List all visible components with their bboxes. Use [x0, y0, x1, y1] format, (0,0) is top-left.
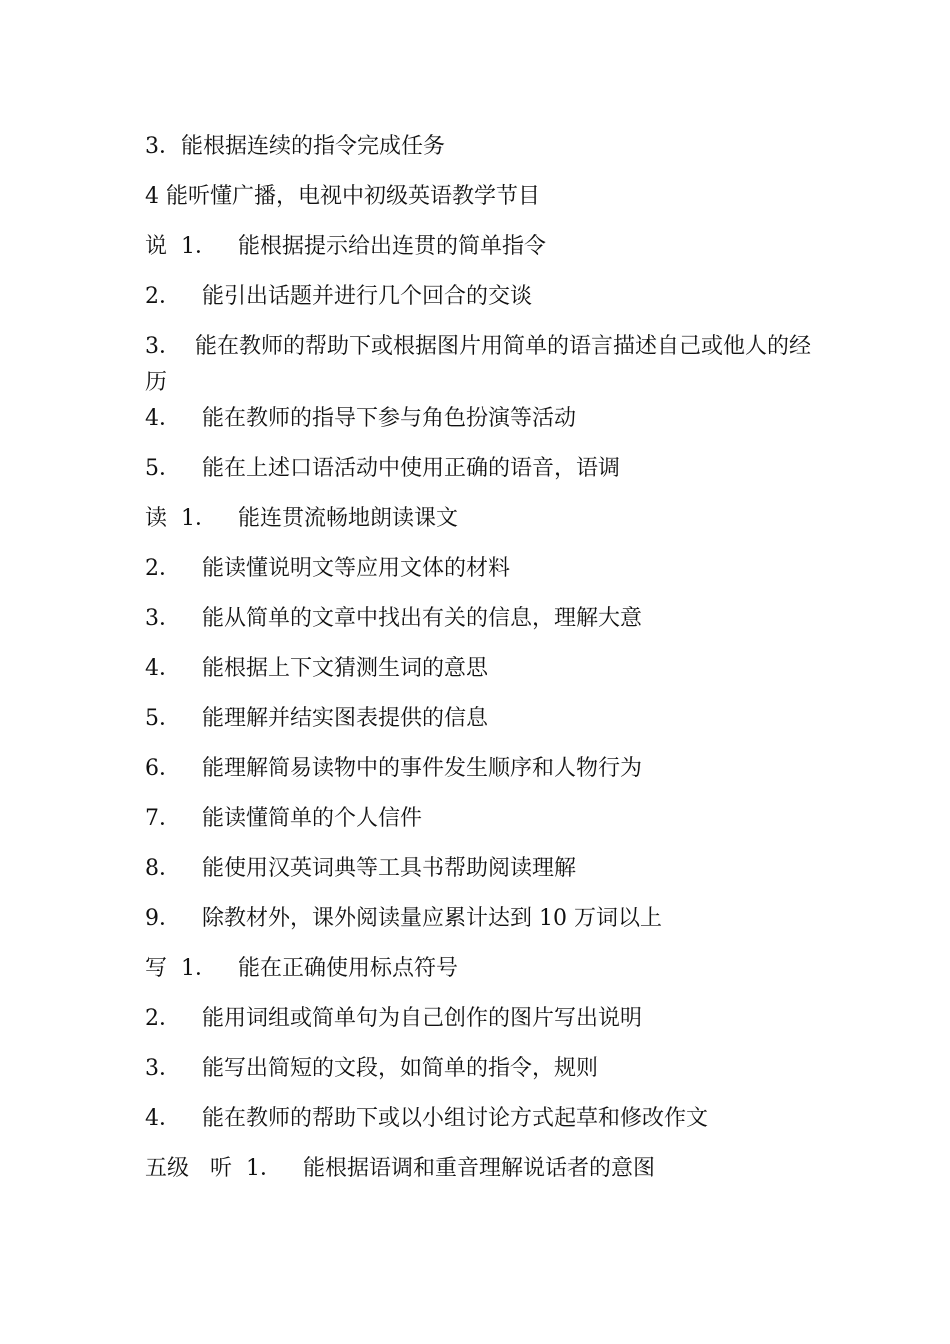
text-line: 写 1． 能在正确使用标点符号 — [145, 956, 458, 981]
text-line: 4． 能在教师的指导下参与角色扮演等活动 — [145, 406, 576, 431]
text-line: 6． 能理解简易读物中的事件发生顺序和人物行为 — [145, 756, 642, 781]
text-line: 2． 能引出话题并进行几个回合的交谈 — [145, 284, 532, 309]
text-line: 9． 除教材外，课外阅读量应累计达到 10 万词以上 — [145, 906, 662, 931]
text-line: 7． 能读懂简单的个人信件 — [145, 806, 422, 831]
document-body — [145, 129, 825, 1201]
text-line: 读 1． 能连贯流畅地朗读课文 — [145, 506, 458, 531]
text-line: 3．能根据连续的指令完成任务 — [145, 134, 445, 159]
text-line: 4． 能根据上下文猜测生词的意思 — [145, 656, 488, 681]
text-line: 2． 能读懂说明文等应用文体的材料 — [145, 556, 510, 581]
text-line: 说 1． 能根据提示给出连贯的简单指令 — [145, 234, 546, 259]
text-line: 3． 能从简单的文章中找出有关的信息，理解大意 — [145, 606, 642, 631]
text-line: 4． 能在教师的帮助下或以小组讨论方式起草和修改作文 — [145, 1106, 708, 1131]
text-line: 2． 能用词组或简单句为自己创作的图片写出说明 — [145, 1006, 642, 1031]
text-line: 4 能听懂广播，电视中初级英语教学节目 — [145, 184, 540, 209]
text-line: 五级 听 1． 能根据语调和重音理解说话者的意图 — [145, 1156, 655, 1181]
text-line: 5． 能理解并结实图表提供的信息 — [145, 706, 488, 731]
text-line: 8． 能使用汉英词典等工具书帮助阅读理解 — [145, 856, 576, 881]
text-line: 3． 能写出简短的文段，如简单的指令，规则 — [145, 1056, 598, 1081]
text-line: 5． 能在上述口语活动中使用正确的语音，语调 — [145, 456, 620, 481]
text-line: 3． 能在教师的帮助下或根据图片用简单的语言描述自己或他人的经历 — [145, 334, 811, 395]
